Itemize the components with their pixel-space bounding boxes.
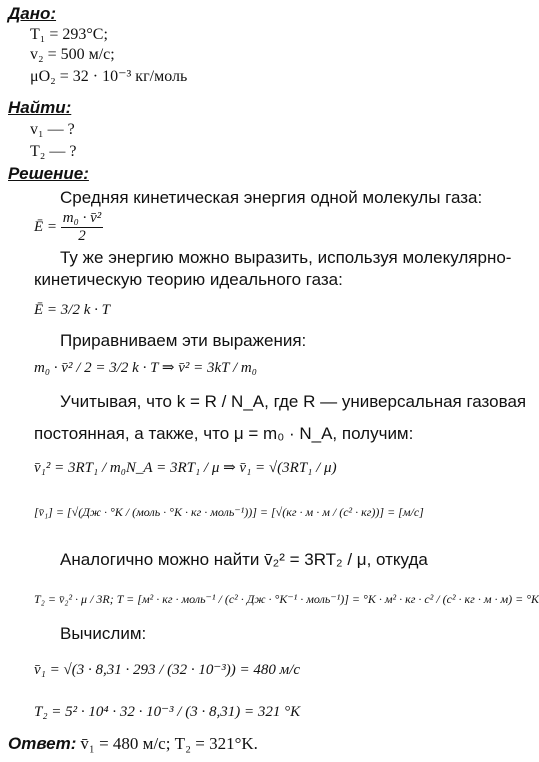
answer-line — [8, 734, 258, 754]
equation-energy-1 — [34, 210, 103, 245]
equation-equate: m₀ · v̄² / 2 = 3/2 k · T ⇒ v̄² = 3kT / m₀ — [34, 360, 257, 376]
solution-para-1: Средняя кинетическая энергия одной молекулы газа: — [60, 188, 483, 207]
solution-heading: Решение: — [8, 164, 89, 183]
find-heading: Найти: — [8, 98, 72, 117]
answer-text: v̄₁ = 480 м/с; T₂ = 321°K. — [80, 734, 258, 753]
solution-para-2b: кинетическую теорию идеального газа: — [34, 270, 343, 289]
solution-para-4a: Учитывая, что k = R / N_A, где R — универсальная газовая — [60, 392, 527, 411]
given-heading: Дано: — [8, 4, 57, 23]
solution-para-5: Аналогично можно найти v̄₂² = 3RT₂ / μ, откуда — [60, 550, 428, 569]
solution-para-4b: постоянная, а также, что μ = m₀ · N_A, получим: — [34, 424, 414, 443]
equation-units-velocity: [v̄₁] = [√(Дж · °K / (моль · °K · кг · моль⁻¹))] = [√(кг · м · м / (с² · кг))] = [м/с] — [34, 505, 424, 519]
given-mu: μO₂ = 32 · 10⁻³ кг/моль — [30, 68, 188, 85]
equation-velocity-1: v̄₁² = 3RT₁ / m₀N_A = 3RT₁ / μ ⇒ v̄₁ = √(3RT₁ / μ) — [34, 460, 337, 476]
equation-temperature-units: T₂ = v̄₂² · μ / 3R; T = [м² · кг · моль⁻¹ / (с² · Дж · °K⁻¹ · моль⁻¹)] = °K · м² · кг · с² / (с² · кг · м · м) = °K — [34, 592, 539, 606]
given-t1: T₁ = 293°C; — [30, 26, 108, 43]
solution-para-2a: Ту же энергию можно выразить, используя молекулярно- — [60, 248, 512, 267]
given-v2: v₂ = 500 м/с; — [30, 46, 115, 63]
find-item-t2: T₂ — ? — [30, 143, 77, 160]
find-item-v1: v₁ — ? — [30, 121, 75, 138]
equation-energy-1-lhs: Ē = — [34, 218, 58, 235]
answer-label: Ответ: — [8, 734, 77, 753]
solution-para-3: Приравниваем эти выражения: — [60, 331, 307, 350]
equation-energy-1-num: m₀ · v̄² — [62, 210, 102, 226]
equation-energy-2: Ē = 3/2 k · T — [34, 302, 110, 318]
equation-energy-1-fraction — [61, 210, 103, 245]
solution-para-6: Вычислим: — [60, 624, 147, 643]
equation-velocity-value: v̄₁ = √(3 · 8,31 · 293 / (32 · 10⁻³)) = 480 м/с — [34, 662, 301, 678]
equation-energy-1-den: 2 — [78, 228, 86, 244]
equation-temperature-value: T₂ = 5² · 10⁴ · 32 · 10⁻³ / (3 · 8,31) = 321 °K — [34, 704, 301, 720]
